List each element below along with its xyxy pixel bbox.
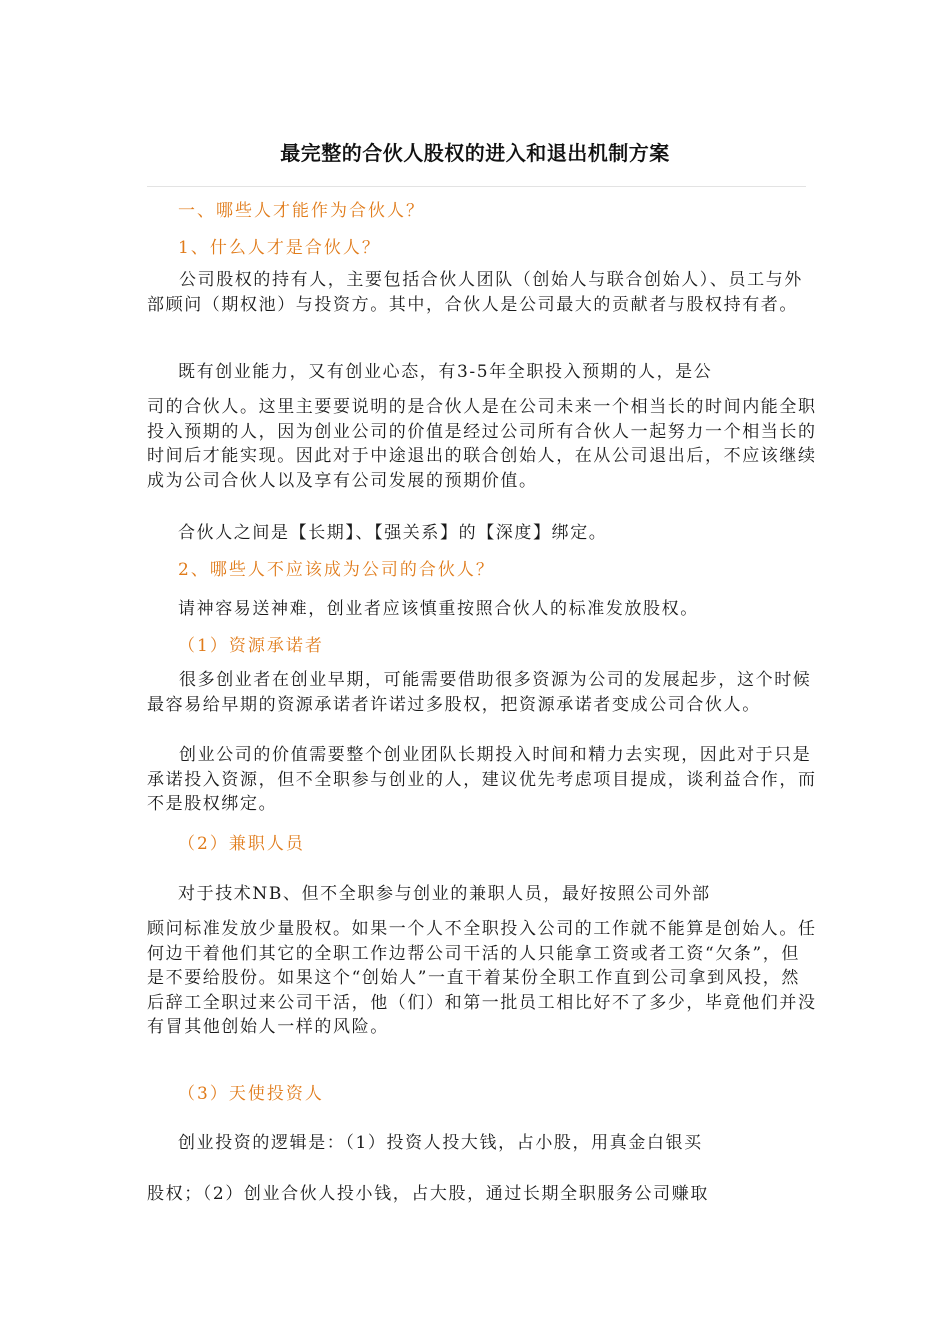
heading-who-should-not-be-partners: 2、哪些人不应该成为公司的合伙人？ bbox=[178, 560, 495, 580]
title-divider bbox=[147, 186, 806, 187]
paragraph-definition-line1: 既有创业能力，又有创业心态，有3-5年全职投入预期的人，是公 bbox=[178, 362, 713, 382]
heading-what-is-partner: 1、什么人才是合伙人？ bbox=[178, 238, 381, 258]
paragraph-investment-line2: 股权；（2）创业合伙人投小钱，占大股，通过长期全职服务公司赚取 bbox=[147, 1184, 709, 1204]
paragraph-caution: 请神容易送神难，创业者应该慎重按照合伙人的标准发放股权。 bbox=[178, 599, 699, 619]
document-title: 最完整的合伙人股权的进入和退出机制方案 bbox=[280, 141, 670, 165]
paragraph-binding: 合伙人之间是【长期】、【强关系】的【深度】绑定。 bbox=[178, 523, 608, 543]
paragraph-part-time-line1: 对于技术NB、但不全职参与创业的兼职人员，最好按照公司外部 bbox=[178, 884, 711, 904]
heading-who-can-be-partners: 一、哪些人才能作为合伙人？ bbox=[178, 201, 425, 221]
paragraph-equity-holders: 公司股权的持有人，主要包括合伙人团队（创始人与联合创始人）、员工与外部顾问（期权池）与投资方。其中，合伙人是公司最大的贡献者与股权持有者。 bbox=[147, 270, 803, 315]
paragraph-resource-1: 很多创业者在创业早期，可能需要借助很多资源为公司的发展起步，这个时候最容易给早期的资源承诺者许诺过多股权，把资源承诺者变成公司合伙人。 bbox=[147, 670, 812, 715]
heading-angel-investors: （3）天使投资人 bbox=[178, 1084, 324, 1104]
paragraph-resource-2: 创业公司的价值需要整个创业团队长期投入时间和精力去实现，因此对于只是承诺投入资源，但不全职参与创业的人，建议优先考虑项目提成，谈利益合作，而不是股权绑定。 bbox=[147, 745, 817, 814]
paragraph-definition-rest: 司的合伙人。这里主要要说明的是合伙人是在公司未来一个相当长的时间内能全职投入预期的人，因为创业公司的价值是经过公司所有合伙人一起努力一个相当长的时间后才能实现。因此对于中途退出的联合创始人，在从公司退出后，不应该继续成为公司合伙人以及享有公司发展的预期价值。 bbox=[147, 397, 817, 491]
heading-resource-promisers: （1）资源承诺者 bbox=[178, 636, 324, 656]
paragraph-part-time-rest: 顾问标准发放少量股权。如果一个人不全职投入公司的工作就不能算是创始人。任何边干着他们其它的全职工作边帮公司干活的人只能拿工资或者工资“欠条”，但是不要给股份。如果这个“创始人”一直干着某份全职工作直到公司拿到风投，然后辞工全职过来公司干活，他（们）和第一批员工相比好不了多少，毕竟他们并没有冒其他创始人一样的风险。 bbox=[147, 919, 817, 1037]
paragraph-investment-line1: 创业投资的逻辑是：（1）投资人投大钱，占小股，用真金白银买 bbox=[178, 1133, 703, 1153]
heading-part-time: （2）兼职人员 bbox=[178, 834, 305, 854]
